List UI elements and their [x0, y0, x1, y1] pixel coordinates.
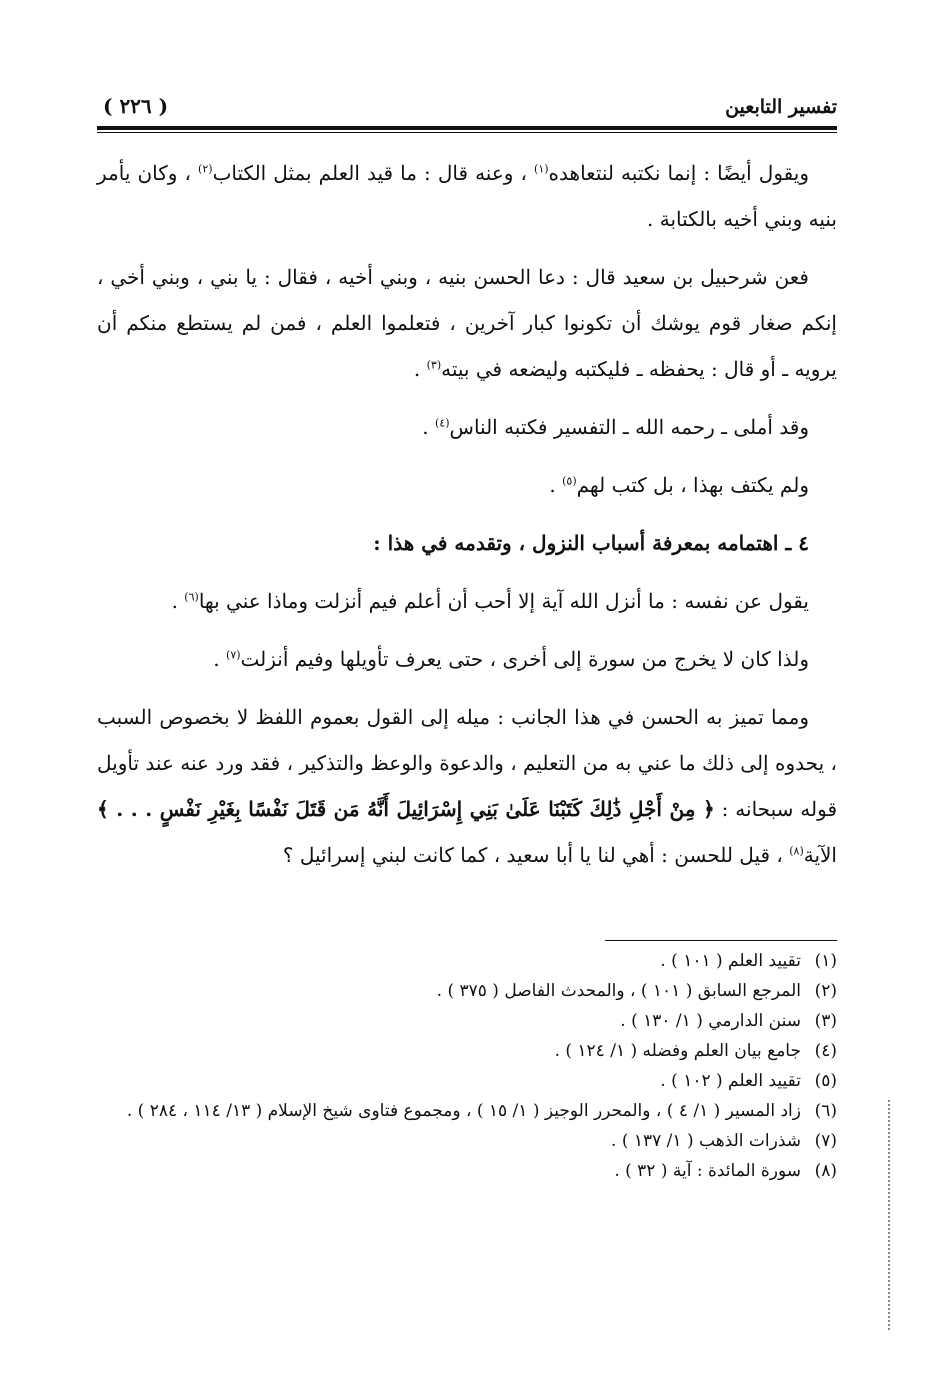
footnote-ref: (٦) — [184, 590, 199, 604]
paragraph-1 — [97, 150, 837, 242]
footnote-number: (٤) — [814, 1041, 837, 1061]
footnote-text: تقييد العلم ( ١٠٢ ) . — [660, 1071, 801, 1091]
header-rule-thin — [97, 132, 837, 133]
footnote-item — [97, 946, 837, 976]
footnote-number: (٦) — [814, 1101, 837, 1121]
footnote-item — [97, 1066, 837, 1096]
quran-verse: ﴿ مِنْ أَجْلِ ذَٰلِكَ كَتَبْنَا عَلَىٰ بَنِي إِسْرَائِيلَ أَنَّهُ مَن قَتَلَ نَفْسًا بِغَيْرِ نَفْسٍ . . . ﴾ — [97, 797, 715, 821]
main-text — [97, 150, 837, 890]
footnote-number: (٧) — [814, 1131, 837, 1151]
footnote-item — [97, 1096, 837, 1126]
footnote-number: (٢) — [814, 981, 837, 1001]
paragraph-7 — [97, 694, 837, 878]
paragraph-text: . — [213, 647, 220, 671]
page-number: ( ٢٢٦ ) — [103, 94, 169, 118]
footnote-ref: (٨) — [789, 844, 804, 858]
scan-binding-artifact — [888, 1100, 891, 1330]
footnotes — [97, 946, 837, 1186]
paragraph-text: ومما تميز به الحسن في هذا الجانب : ميله إلى القول بعموم اللفظ لا بخصوص السبب ، يحدوه إلى ذلك ما عني به من التعليم ، والدعوة والوعظ والتذكير ، فقد ورد عنه عند تأويل قوله سبحانه : — [97, 705, 838, 821]
paragraph-6 — [97, 636, 837, 682]
footnote-ref: (٣) — [426, 358, 442, 372]
footnote-number: (٥) — [814, 1071, 837, 1091]
footnote-text: زاد المسير ( ١/ ٤ ) ، والمحرر الوجيز ( ١/ ١٥ ) ، ومجموع فتاوى شيخ الإسلام ( ١٣/ ١١٤ ، ٢٨٤ ) . — [126, 1101, 801, 1121]
paragraph-text: وقد أملى ـ رحمه الله ـ التفسير فكتبه الناس — [449, 415, 809, 439]
paragraph-text: ويقول أيضًا : إنما نكتبه لنتعاهده — [548, 161, 810, 185]
footnote-number: (١) — [814, 951, 837, 971]
paragraph-text: ولم يكتف بهذا ، بل كتب لهم — [576, 473, 809, 497]
paragraph-text: فعن شرحبيل بن سعيد قال : دعا الحسن بنيه ، وبني أخيه ، فقال : يا بني ، وبني أخي ، إنكم صغار قوم يوشك أن تكونوا كبار آخرين ، فتعلموا العلم ، فمن لم يستطع منكم أن يرويه ـ أو قال : يحفظه ـ فليكتبه وليضعه في بيته — [97, 265, 837, 381]
footnote-number: (٨) — [814, 1161, 837, 1181]
paragraph-text: ، وعنه قال : ما قيد العلم بمثل الكتاب — [212, 161, 527, 185]
header-rule-thick — [97, 126, 837, 130]
footnote-text: جامع بيان العلم وفضله ( ١/ ١٢٤ ) . — [554, 1041, 801, 1061]
footnote-ref: (٥) — [562, 474, 577, 488]
book-title: تفسير التابعين — [725, 96, 837, 118]
footnote-text: سنن الدارمي ( ١/ ١٣٠ ) . — [620, 1011, 801, 1031]
footnote-item — [97, 1006, 837, 1036]
footnote-item — [97, 1126, 837, 1156]
paragraph-text: يقول عن نفسه : ما أنزل الله آية إلا أحب أن أعلم فيم أنزلت وماذا عني بها — [198, 589, 809, 613]
footnote-text: تقييد العلم ( ١٠١ ) . — [660, 951, 801, 971]
paragraph-text: . — [413, 357, 421, 381]
footnote-rule — [605, 940, 837, 941]
footnote-ref: (١) — [534, 162, 549, 176]
paragraph-3 — [97, 404, 837, 450]
paragraph-text: ، قيل للحسن : أهي لنا يا أبا سعيد ، كما كانت لبني إسرائيل ؟ — [282, 843, 783, 867]
section-heading: ٤ ـ اهتمامه بمعرفة أسباب النزول ، وتقدمه في هذا : — [373, 531, 809, 555]
footnote-ref: (٤) — [435, 416, 450, 430]
paragraph-5 — [97, 578, 837, 624]
paragraph-text: ولذا كان لا يخرج من سورة إلى أخرى ، حتى يعرف تأويلها وفيم أنزلت — [240, 647, 809, 671]
footnote-ref: (٧) — [226, 648, 241, 662]
footnote-ref: (٢) — [198, 162, 213, 176]
running-header — [97, 94, 837, 124]
paragraph-text: الآية — [803, 843, 837, 867]
paragraph-text: ، وكان يأمر بنيه وبني أخيه بالكتابة . — [97, 161, 837, 231]
footnote-number: (٣) — [814, 1011, 837, 1031]
footnote-item — [97, 976, 837, 1006]
footnote-text: المرجع السابق ( ١٠١ ) ، والمحدث الفاصل ( ٣٧٥ ) . — [436, 981, 801, 1001]
paragraph-2 — [97, 254, 837, 392]
paragraph-text: . — [549, 473, 556, 497]
footnote-item — [97, 1036, 837, 1066]
footnote-text: شذرات الذهب ( ١/ ١٣٧ ) . — [611, 1131, 801, 1151]
footnote-text: سورة المائدة : آية ( ٣٢ ) . — [614, 1161, 801, 1181]
paragraph-4 — [97, 462, 837, 508]
paragraph-text: . — [171, 589, 178, 613]
paragraph-text: . — [422, 415, 429, 439]
footnote-item — [97, 1156, 837, 1186]
